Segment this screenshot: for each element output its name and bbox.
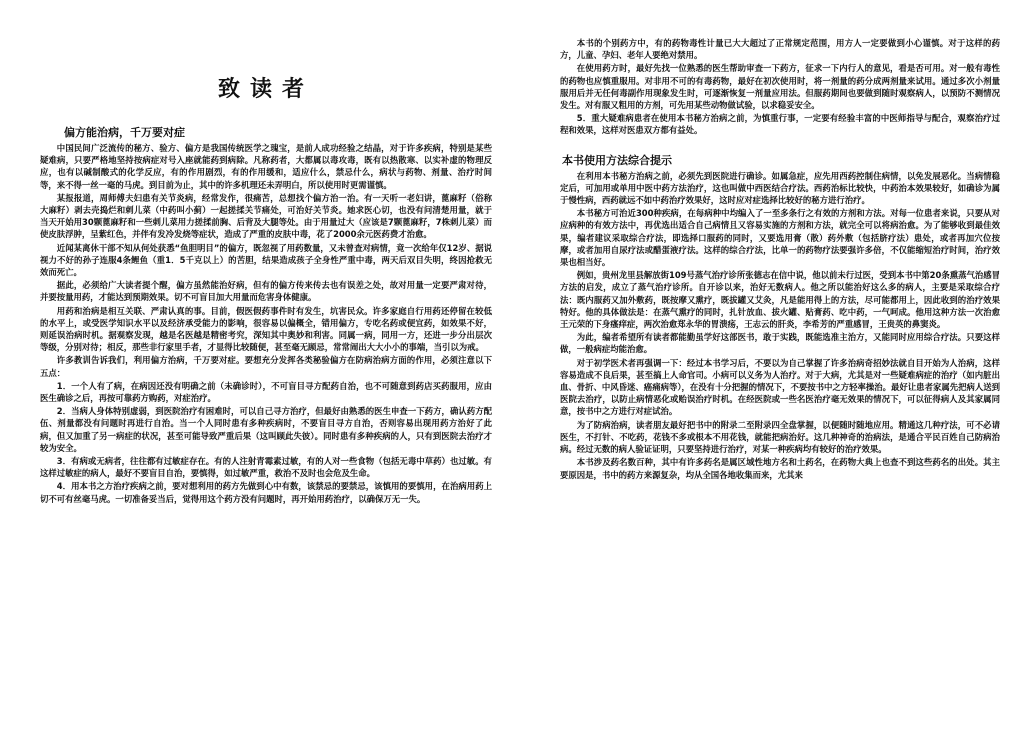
paragraph: 本书秘方可治近300种疾病，在每病种中均编入了一至多条行之有效的方剂和方法。对每一位患者来说，只要从对应病种的有效方法中，再优选出适合自己病情且又容易实施的方剂和方法，就完全可以将病治愈。为了能够收到最佳效果，编者建议采取综合疗法，即选择口服药的同时，又要选用膏（散）药外敷（包括脐疗法）患处，或者再加穴位按摩，或者加用自尿疗法或醋蛋液疗法。这样的综合疗法，比单一的药物疗法要强许多倍，不仅能缩短治疗时间，治疗效果也相当好。	[560, 208, 1000, 268]
paragraph: 1．一个人有了病，在病因还没有明确之前（未确诊时），不可盲目寻方配药自治，也不可随意到药店买药服用，应由医生确诊之后，再按可靠药方购药，对症治疗。	[40, 380, 492, 404]
paragraph: 在使用药方时，最好先找一位熟悉的医生帮助审查一下药方，征求一下内行人的意见，看是否可用。对一般有毒性的药物也应慎重服用。对非用不可的有毒药物，最好在初次使用时，将一剂量的药分成两剂量来试用。通过多次小剂量服用后并无任何毒副作用现象发生时，可逐渐恢复一剂量应用法。但服药期间也要做到随时观察病人，以预防不测情况发生。对有服又粗用的方剂，可先用某些动物做试验，以求稳妥安全。	[560, 63, 1000, 111]
paragraph: 某报报道，周师傅夫妇患有关节炎病，经常发作，很痛苦，总想找个偏方治一治。有一天听一老妇讲，蓖麻籽（俗称大麻籽）剥去壳捣烂和刺儿菜（中药叫小蓟）一起搓揉关节痛处，可治好关节炎。她求医心切，也没有问清楚用量，就于当天开始用30颗蓖麻籽和一些刺儿菜用力搓揉前胸、后背及大腿等处。由于用量过大（应该是7颗蓖麻籽，7株刺儿菜）而使皮肤浮肿，呈紫红色，并伴有发冷发烧等症状，造成了严重的皮肤中毒，花了2000余元医药费才治愈。	[40, 192, 492, 240]
right-page	[560, 0, 1000, 743]
paragraph: 在利用本书秘方治病之前，必须先到医院进行确诊。如属急症，应先用西药控制住病情，以免发展恶化。当病情稳定后，可加用或单用中医中药方法治疗，这也叫做中西医结合疗法。西药治标比较快，中药治本效果较好，如确诊为属于慢性病，西药就远不如中药治疗效果好，这时应对症选择比较好的秘方进行治疗。	[560, 170, 1000, 206]
paragraph: 近闻某离休干部不知从何处获悉“鱼胆明目”的偏方，既忽视了用药数量，又未曾查对病情，竟一次给年仅12岁、据说视力不好的孙子连服4条鲤鱼（重1．5千克以上）的苦胆，结果造成孩子全身性严重中毒，两天后双目失明，终因抢救无效而死亡。	[40, 242, 492, 278]
paragraph: 对于初学医术者再强调一下：经过本书学习后，不要以为自己掌握了许多治病奇招妙法就自目开始为人治病，这样容易造成不良后果，甚至搞上人命官司。小病可以义务为人治疗。对于大病，尤其是对一些疑难病症的治疗（如内脏出血、骨折、中风昏迷、癌痛病等），在没有十分把握的情况下，不要按书中之方轻率操治。最好让患者家属先把病人送到医院去治疗，以防止病情恶化或贻误治疗时机。在经医院或一些名医治疗毫无效果的情况下，可以征得病人及其家属同意，按书中之方进行对症试治。	[560, 357, 1000, 417]
paragraph: 用药和治病是相互关联、严肃认真的事。目前，假医假药事件时有发生，坑害民众。许多家庭自行用药还停留在较低的水平上，或受医学知识水平以及经济承受能力的影响，很容易以偏概全，错用偏方，专吃名药或便宜药，如效果不好，则延误治病时机。据观察发现，越是名医越是精密考究，深知其中奥妙和利害。同属一病，同用一方，还进一步分出层次等级，分别对待；相反，那些非行家里手者，才显得比较随便，甚至毫无顾忌，常常闹出大大小小的事端，当引以为戒。	[40, 305, 492, 353]
paragraph: 2．当病人身体特别虚弱，到医院治疗有困难时，可以自己寻方治疗，但最好由熟悉的医生申查一下药方，确认药方配伍、剂量都没有问题时再进行自治。当一个人同时患有多种疾病时，不要盲目寻方自治，否则容易出现用药方治好了此病，但又加重了另一病症的状况，甚至可能导致严重后果（这叫顾此失彼）。同时患有多种疾病的人，只有到医院去治疗才较为安全。	[40, 406, 492, 453]
left-page	[40, 0, 492, 743]
paragraph: 许多教训告诉我们，利用偏方治病，千万要对症。要想充分发挥各类秘验偏方在防病治病方面的作用，必须注意以下五点：	[40, 355, 492, 378]
paragraph: 为此，编者希望所有读者都能勤虽学好这部医书，敢于实践，既能选准主治方，又能同时应用综合疗法。只要这样做，一般病症均能治愈。	[560, 332, 1000, 355]
paragraph: 3．有病或无病者，往往都有过敏症存在。有的人注射青霉素过敏，有的人对一些食物（包括无毒中草药）也过敏。有这样过敏症的病人，最好不要盲目自治，要慎得，如过敏严重，救治不及时也会危及生命。	[40, 456, 492, 479]
paragraph: 本书的个别药方中，有的药物毒性计量已大大超过了正常规定范围，用方人一定要做到小心谨慎。对于这样的药方，儿童、孕妇、老年人要绝对禁用。	[560, 38, 1000, 61]
paragraph: 为了防病治病，读者朋友最好把书中的附录二至附录四全盘掌握，以便随时随地应用。精通这几种疗法，可不必请医生，不打针、不吃药，花钱不多或根本不用花钱，就能把病治好。这几种神奇的治病法，是通合平民百姓自己防病治病。经过无数的病人验证证明，只要坚持进行治疗，对某一种疾病均有较好的治疗效果。	[560, 419, 1000, 455]
section-heading-right: 本书使用方法综合提示	[562, 153, 672, 167]
paragraph: 5．重大疑难病患者在使用本书秘方治病之前，为慎重行事，一定要有经验丰富的中医师指导与配合，观察治疗过程和效果，这样对医患双方都有益处。	[560, 113, 1000, 136]
paragraph: 中国民间广泛流传的秘方、验方、偏方是我国传统医学之瑰宝，是前人成功经验之结晶，对于许多疾病，特别是某些疑难病，只要严格地坚持按病症对号入座就能药到病除。凡称药者，大都属以毒攻毒，既有以热散寒、以实补虚的物理反应，也有以碱制酸式的化学反应，有的作用剧烈，有的作用缓和，适应什么，禁忌什么，病状与药物、剂量、治疗时间等，来不得一丝一毫的马虎。到目前为止，其中的许多机理还未弄明白，所以使用时更需谨慎。	[40, 143, 492, 190]
paragraph: 本书涉及药名数百种，其中有许多药名是属区域性地方名和土药名，在药物大典上也查不到这些药名的出处。其主要原因是，书中的药方来源复杂，均从全国各地收集而来，尤其来	[560, 457, 1000, 480]
paragraph: 4．用本书之方治疗疾病之前，要对想利用的药方先做到心中有数，该禁忌的要禁忌，该慎用的要慎用，在治病用药上切不可有丝毫马虎。一切准备妥当后，觉得用这个药方没有问题时，再开始用药治疗，以确保万无一失。	[40, 481, 492, 504]
section-heading-left: 偏方能治病，千万要对症	[64, 126, 185, 139]
paragraph: 据此，必须给广大读者提个醒，偏方虽然能治好病，但有的偏方传来传去也有误差之处，故对用量一定要严肃对待，并要按量用药，才能达到预期效果。切不可盲目加大用量而危害身体健康。	[40, 280, 492, 303]
page-title: 致读者	[217, 76, 314, 102]
paragraph: 例如，贵州龙里县解放街109号蒸气治疗诊所张德志在信中说，他以前未行过医，受到本书中第20条熏蒸气治感冒方法的启发，成立了蒸气治疗诊所。自开诊以来，治好无数病人。他之所以能治好这么多的病人，主要是采取综合疗法：既内服药又加外敷药，既按摩又熏疗，既拔罐又艾灸，凡是能用得上的方法，尽可能都用上，因此收到的治疗效果特好。他的具体做法是：在蒸气熏疗的同时，扎针放血、拔火罐、贴膏药、吃中药，一气呵成。他用这种方法一次治愈王元荣的下身瘙痒症，两次治愈郑永华的胃溃疡，王志云的肝炎，李希芳的严重感冒，王贵英的鼻窦炎。	[560, 270, 1000, 330]
